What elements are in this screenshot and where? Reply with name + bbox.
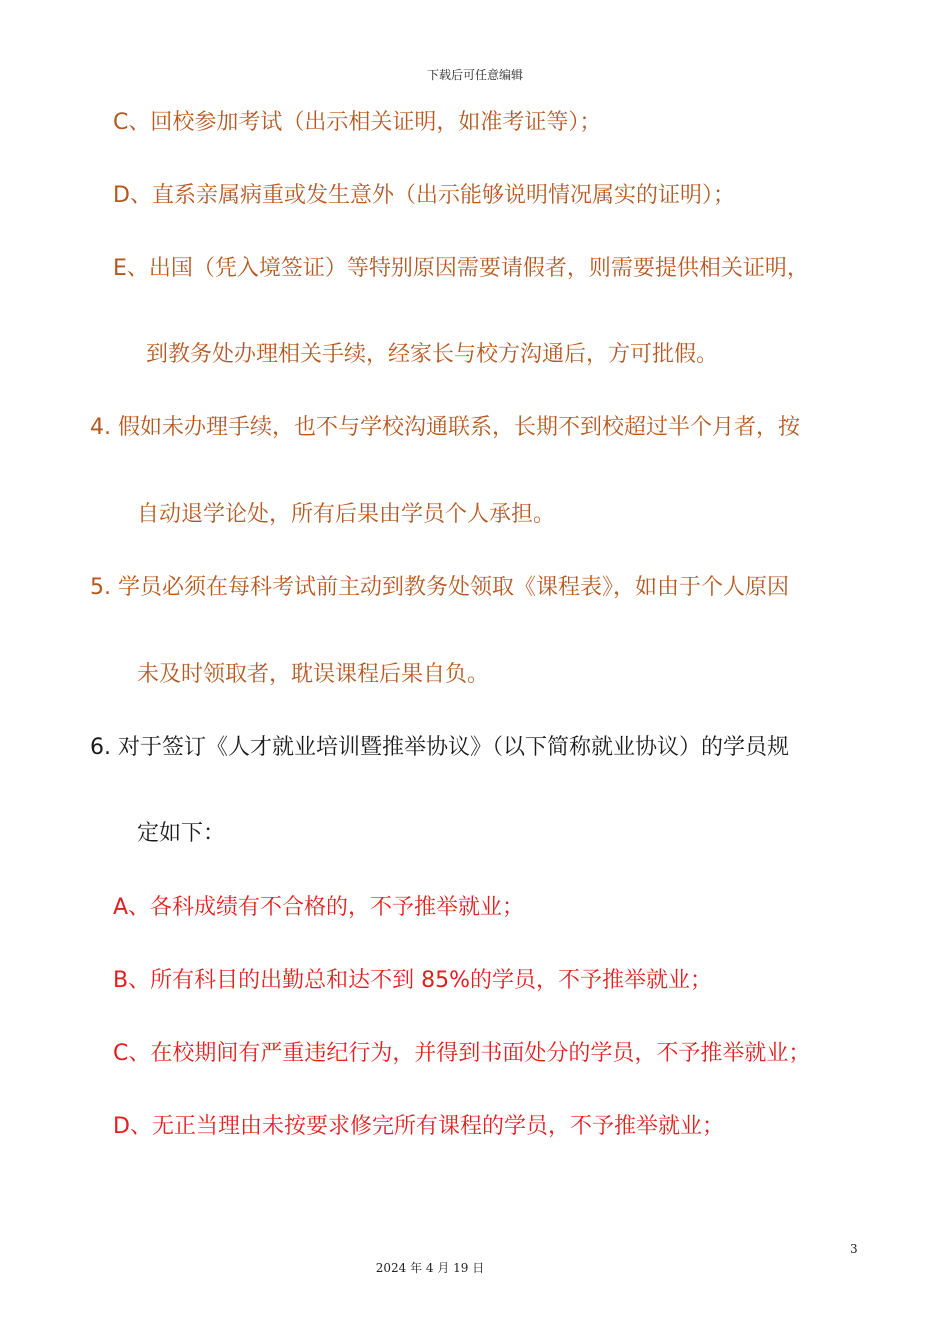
sub-item-a: A、各科成绩有不合格的，不予推举就业； — [113, 895, 525, 920]
numbered-item-4-line2: 自动退学论处，所有后果由学员个人承担。 — [137, 502, 556, 527]
page-header: 下载后可任意编辑 — [426, 68, 523, 82]
numbered-item-6-line2: 定如下： — [137, 821, 226, 846]
sub-item-c: C、在校期间有严重违纪行为，并得到书面处分的学员，不予推举就业； — [113, 1041, 811, 1066]
sub-item-d: D、无正当理由未按要求修完所有课程的学员，不予推举就业； — [113, 1114, 724, 1139]
list-item-d: D、直系亲属病重或发生意外（出示能够说明情况属实的证明）； — [113, 183, 735, 208]
list-item-c: C、回校参加考试（出示相关证明，如准考证等）； — [113, 110, 602, 135]
list-item-e-line2: 到教务处办理相关手续，经家长与校方沟通后，方可批假。 — [146, 342, 719, 367]
numbered-item-5-line1: 5. 学员必须在每科考试前主动到教务处领取《课程表》，如由于个人原因 — [90, 575, 789, 600]
numbered-item-5-line2: 未及时领取者，耽误课程后果自负。 — [137, 662, 490, 687]
list-item-e-line1: E、出国（凭入境签证）等特别原因需要请假者，则需要提供相关证明， — [113, 256, 809, 281]
page-number: 3 — [850, 1242, 858, 1256]
numbered-item-4-line1: 4. 假如未办理手续，也不与学校沟通联系，长期不到校超过半个月者，按 — [90, 415, 800, 440]
numbered-item-6-line1: 6. 对于签订《人才就业培训暨推举协议》（以下简称就业协议）的学员规 — [90, 735, 789, 760]
footer-date: 2024 年 4 月 19 日 — [375, 1261, 485, 1275]
sub-item-b: B、所有科目的出勤总和达不到 85%的学员，不予推举就业； — [113, 968, 712, 993]
